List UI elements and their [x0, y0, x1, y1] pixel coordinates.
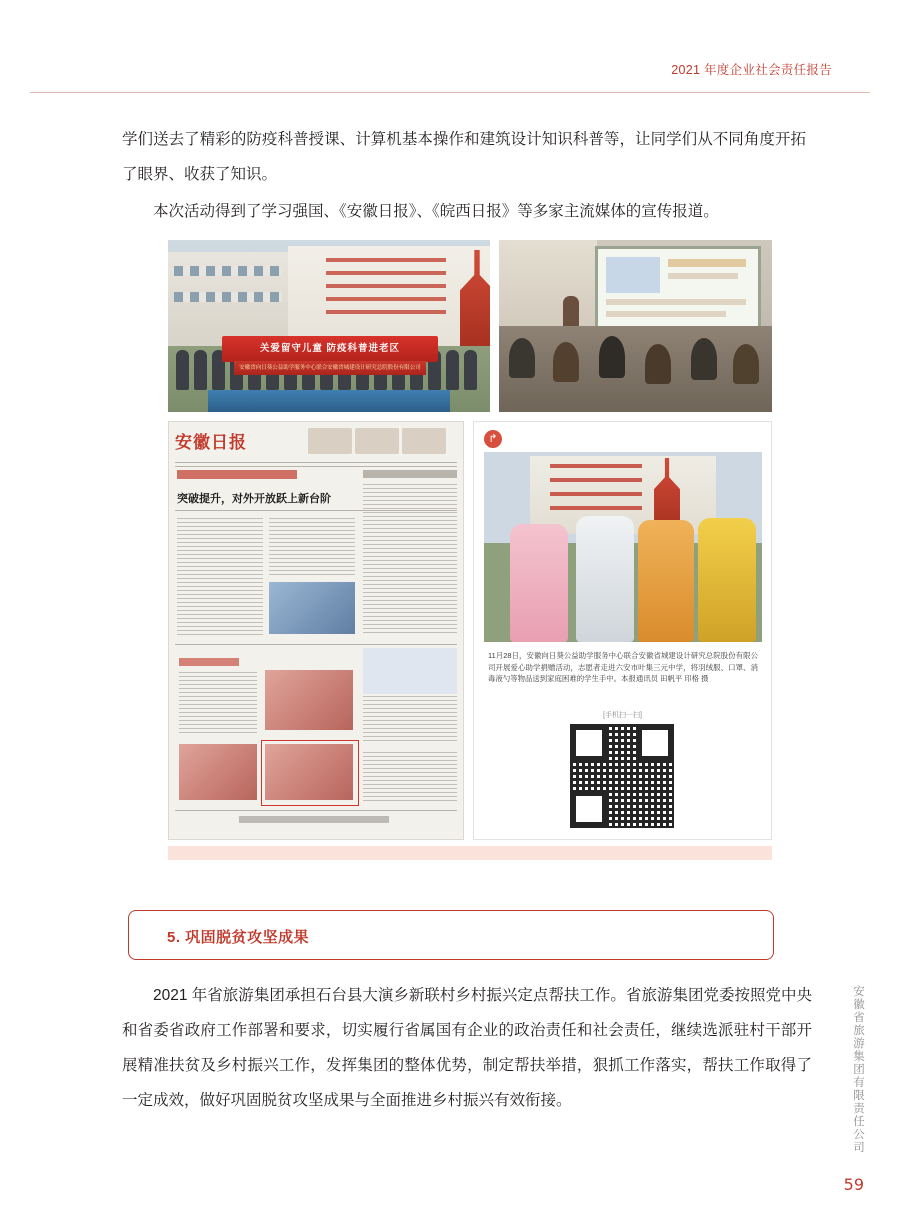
- newspaper-subhead-label: [179, 658, 239, 666]
- article-caption: 11月28日，安徽向日葵公益助学服务中心联合安徽省城建设计研究总院股份有限公司开展爱心助学捐赠活动，志愿者走进六安市叶集三元中学，将羽绒服、口罩、消毒液勺等物品送到家庭困难的学生手中。本报通讯员 田帆平 印格 摄: [488, 651, 759, 683]
- article-photo-slogan: [550, 464, 642, 514]
- newspaper-figure-3: [265, 670, 353, 730]
- newspaper-figure-4: [179, 744, 257, 800]
- newspaper-figure-2: [363, 648, 457, 694]
- figure-block-underline: [168, 846, 772, 860]
- wechat-article-screenshot: [473, 421, 772, 840]
- monument-relief: [460, 250, 490, 346]
- newspaper-highlight-box: [261, 740, 359, 806]
- page-number: 59: [843, 1175, 864, 1194]
- newspaper-header-badges: [305, 428, 455, 458]
- banner-main-text: 关爱留守儿童 防疫科普进老区: [222, 336, 438, 362]
- newspaper-headline: 突破提升，对外开放跃上新台阶: [177, 493, 331, 505]
- scan-tip-label: [手机扫一扫]: [603, 712, 642, 719]
- newspaper-footer-note: [239, 816, 389, 823]
- paragraph-2: 本次活动得到了学习强国、《安徽日报》、《皖西日报》等多家主流媒体的宣传报道。: [153, 203, 719, 220]
- back-arrow-icon: ↱: [484, 430, 502, 448]
- figure-gallery: [168, 240, 772, 840]
- child-white-coat: [576, 516, 634, 642]
- section-heading-label: 5. 巩固脱贫攻坚成果: [167, 929, 310, 946]
- group-photo-with-banner: [168, 240, 490, 412]
- anhui-daily-newspaper-clipping: [168, 421, 464, 840]
- header-divider: [30, 92, 870, 93]
- newspaper-figure-1: [269, 582, 355, 634]
- vertical-company-name: 安徽省旅游集团有限责任公司: [852, 985, 864, 1154]
- student-desks: [499, 326, 772, 412]
- figure-row-bottom: [168, 421, 772, 840]
- newspaper-box-title: [363, 470, 457, 478]
- banner-sub-text: 安徽省向日葵公益助学服务中心联合安徽省城建设计研究总院股份有限公司: [234, 361, 426, 375]
- running-header-title: 2021 年度企业社会责任报告: [671, 63, 832, 77]
- classroom-lecture-photo: [499, 240, 772, 412]
- child-orange-coat: [638, 520, 694, 642]
- newspaper-section-bar: [177, 470, 297, 479]
- figure-row-top: [168, 240, 772, 412]
- paragraph-3: 2021 年省旅游集团承担石台县大演乡新联村乡村振兴定点帮扶工作。省旅游集团党委按照党中央和省委省政府工作部署和要求，切实履行省属国有企业的政治责任和社会责任，继续选派驻村干部开展精准扶贫及乡村振兴工作，发挥集团的整体优势，制定帮扶举措，狠抓工作落实，帮扶工作取得了一定成效，做好巩固脱贫攻坚成果与全面推进乡村振兴有效衔接。: [122, 987, 812, 1109]
- body-text-top: [122, 122, 806, 231]
- qr-code: [570, 724, 674, 828]
- section-heading-box: [128, 910, 774, 960]
- stage-platform: [208, 390, 450, 412]
- courtyard-wall: [288, 246, 490, 350]
- body-text-bottom: [122, 978, 812, 1120]
- volunteer-yellow-vest: [698, 518, 756, 642]
- school-building: [168, 252, 290, 348]
- teacher-figure: [563, 296, 579, 330]
- newspaper-masthead: 安徽日报: [175, 433, 247, 453]
- child-pink-coat: [510, 524, 568, 642]
- article-hero-photo: [484, 452, 762, 642]
- paragraph-1: 学们送去了精彩的防疫科普授课、计算机基本操作和建筑设计知识科普等，让同学们从不同角度开拓了眼界、收获了知识。: [122, 131, 806, 183]
- projector-screen: [595, 246, 761, 334]
- wall-slogan: [326, 258, 446, 314]
